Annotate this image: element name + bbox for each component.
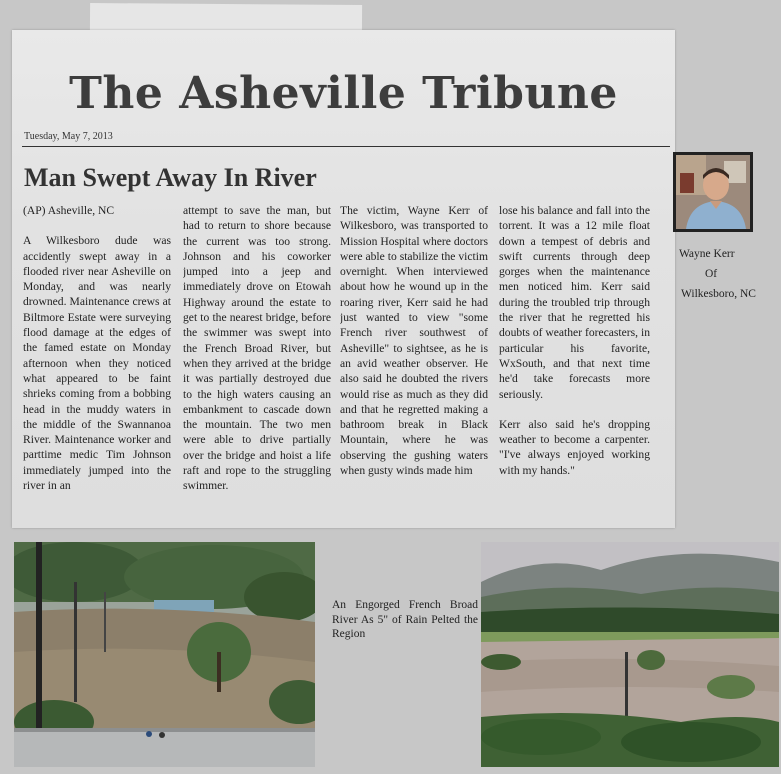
article-column-1 xyxy=(23,203,171,529)
portrait-image xyxy=(676,155,750,229)
masthead-title: The Asheville Tribune xyxy=(69,68,618,119)
article-paragraph: A Wilkesboro dude was accidently swept away in a flooded river near Asheville on Monday, and was nearly drowned. Maintenance crews at Biltmore Estate were surveying flood damage at the edges of the famed estate on Monday afternoon when they noticed what appeared to be faint shrieks coming from a bobbing head in the muddy waters in the middle of the Swannanoa River. Maintenance worker and parttime medic Tim Johnson immediately jumped into the river in an xyxy=(23,234,171,493)
flood-valley-image xyxy=(481,542,779,767)
portrait-caption xyxy=(673,244,763,304)
article-byline: (AP) Asheville, NC xyxy=(23,204,115,217)
flood-photo-valley xyxy=(481,542,779,767)
flood-photo-caption: An Engorged French Broad River As 5" of Rain Pelted the Region xyxy=(332,599,478,640)
article-paragraph: Kerr also said he's dropping weather to become a carpenter. "I've always enjoyed working with my hands." xyxy=(499,417,650,477)
article-paragraph: The victim, Wayne Kerr of Wilkesboro, was transported to Mission Hospital where doctors were able to stabilize the victim overnight. When interviewed about how he wound up in the roaring river, Kerr said he had just wanted to view "some French river southwest of Asheville" to sightsee, as he is an avid weather observer. He also said he doubted the rivers would rise as much as they did and that he regretted making a bathroom break in Black Mountain, where he was observing the gushing waters when gusty winds made him xyxy=(340,204,488,478)
article-column-3 xyxy=(340,203,488,529)
article-paragraph: attempt to save the man, but had to return to shore because the current was too strong. Johnson and his coworker jumped into a jeep and immediately drove on Etowah Highway around the estate to get to the nearest bridge, before the swimmer was swept into the French Broad River, but when they arrived at the bridge it was partially destroyed due to the high waters causing an embankment to cascade down the mountain. The two men were able to drive partially over the bridge and hoist a life raft and rope to the struggling swimmer. xyxy=(183,204,331,493)
dateline: Tuesday, May 7, 2013 xyxy=(24,131,113,142)
flood-street-image xyxy=(14,542,315,767)
headline: Man Swept Away In River xyxy=(24,163,317,192)
caption-name: Wayne Kerr xyxy=(679,248,735,260)
masthead-rule xyxy=(22,146,670,147)
article-column-2 xyxy=(183,203,331,529)
article-paragraph: lose his balance and fall into the torrent. It was a 12 mile float down a tempest of debris and swift currents through deep gorges when the maintenance men noticed him. Kerr said during the troubled trip through the river that he regretted his doubts of weather forecasters, in particular his favorite, WxSouth, and that next time he'd take forecasts more seriously. xyxy=(499,204,650,401)
caption-of: Of xyxy=(705,268,718,280)
article-column-4 xyxy=(499,203,650,529)
flood-photo-street xyxy=(14,542,315,767)
caption-hometown: Wilkesboro, NC xyxy=(681,288,756,300)
portrait-photo xyxy=(673,152,753,232)
